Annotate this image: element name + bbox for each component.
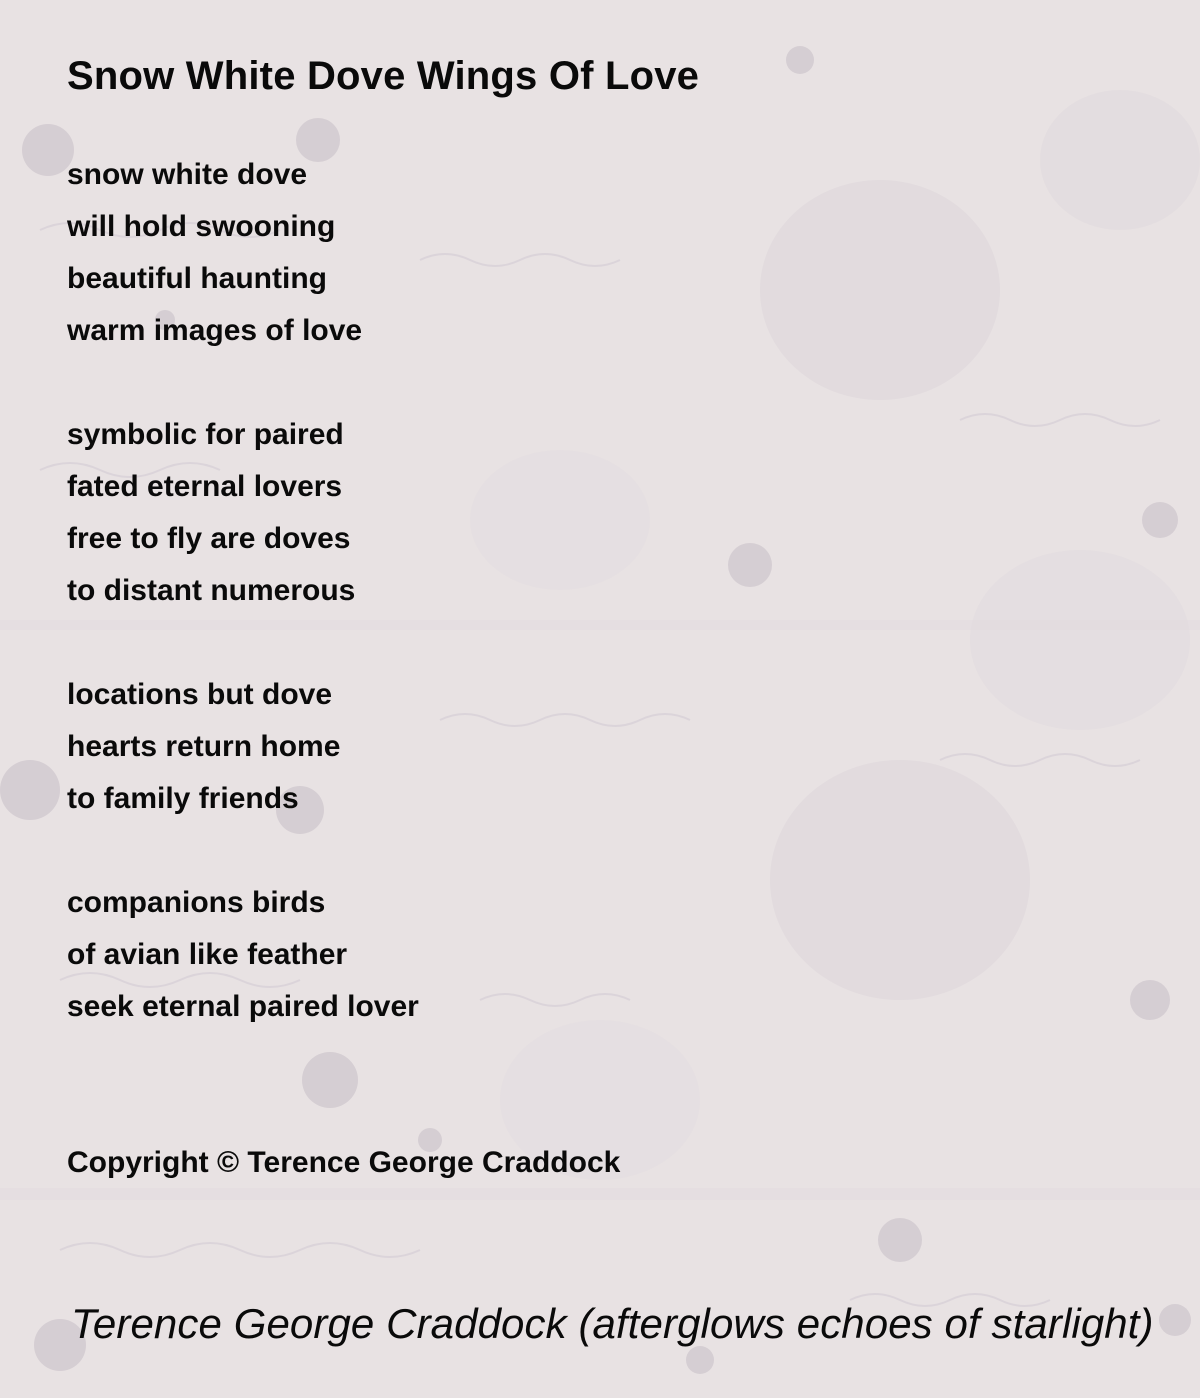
poem-line: hearts return home xyxy=(67,730,341,763)
poem-title: Snow White Dove Wings Of Love xyxy=(67,54,700,98)
poem-line: to distant numerous xyxy=(67,574,356,607)
poem-stanza-4 xyxy=(67,877,419,1033)
poem-line: to family friends xyxy=(67,782,299,815)
poem-line: seek eternal paired lover xyxy=(67,990,419,1023)
poem-line: snow white dove xyxy=(67,158,308,191)
poem-stanza-1 xyxy=(67,149,362,357)
author-signature: Terence George Craddock (afterglows echoes of starlight) xyxy=(71,1300,1154,1347)
poem-line: warm images of love xyxy=(67,314,363,347)
poem-line: fated eternal lovers xyxy=(67,470,343,503)
poem-line: free to fly are doves xyxy=(67,522,351,555)
poem-line: companions birds xyxy=(67,886,326,919)
poem-stanza-2 xyxy=(67,409,355,617)
copyright-notice: Copyright © Terence George Craddock xyxy=(67,1146,621,1179)
poem-line: symbolic for paired xyxy=(67,418,344,451)
poem-line: beautiful haunting xyxy=(67,262,327,295)
poem-stanza-3 xyxy=(67,669,340,825)
poem-line: will hold swooning xyxy=(67,210,336,243)
poem-line: of avian like feather xyxy=(67,938,348,971)
poem-line: locations but dove xyxy=(67,678,333,711)
